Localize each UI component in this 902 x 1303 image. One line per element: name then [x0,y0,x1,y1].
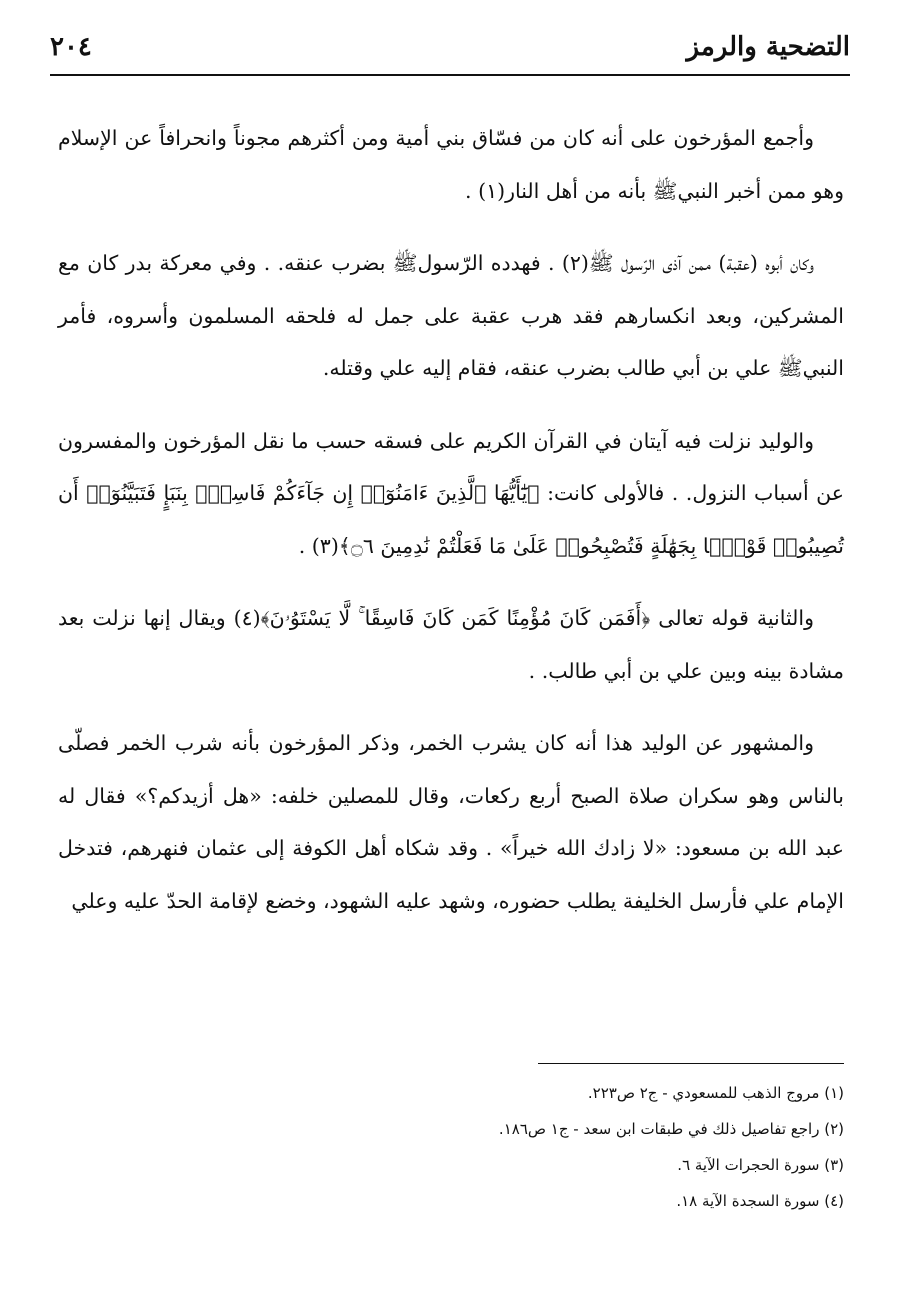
paragraph: وكان أبوه (عقبة) ممن آذى الرّسول ﷺ(٢) . فهدده الرّسولﷺ بضرب عنقه. . وفي معركة بدر كان مع المشركين، وبعد انكسارهم فقد هرب عقبة على جمل له فلحقه المسلمون وأسروه، فأمر النبيﷺ علي بن أبي طالب بضرب عنقه، فقام إليه علي وقتله. [58,251,844,380]
page-header [50,28,850,72]
paragraph: والوليد نزلت فيه آيتان في القرآن الكريم على فسقه حسب ما نقل المؤرخون والمفسرون عن أسباب النزول. . فالأولى كانت: ﴿يَٰٓأَيُّهَا ٱلَّذِينَ ءَامَنُوٓا۟ إِن جَآءَكُمْ فَاسِقٌۢ بِنَبَإٍ فَتَبَيَّنُوٓا۟ أَن تُصِيبُوا۟ قَوْمًۢا بِجَهَٰلَةٍ فَتُصْبِحُوا۟ عَلَىٰ مَا فَعَلْتُمْ نَٰدِمِينَ ۝٦﴾(٣) . [58,428,844,558]
footnote: (٢) راجع تفاصيل ذلك في طبقات ابن سعد - ج١ ص١٨٦. [498,1120,844,1138]
body-text [58,112,844,947]
paragraph: والثانية قوله تعالى ﴿أَفَمَن كَانَ مُؤْمِنًا كَمَن كَانَ فَاسِقًا ۚ لَّا يَسْتَوُۥنَ﴾(٤) ويقال إنها نزلت بعد مشادة بينه وبين علي بن أبي طالب. . [58,606,844,683]
paragraph: والمشهور عن الوليد هذا أنه كان يشرب الخمر، وذكر المؤرخون بأنه شرب الخمر فصلّى بالناس وهو سكران صلاة الصبح أربع ركعات، وقال للمصلين خلفه: «هل أزيدكم؟» فقال له عبد الله بن مسعود: «لا زادك الله خيراً» . وقد شكاه أهل الكوفة إلى عثمان فنهرهم، فتدخل الإمام علي فأرسل الخليفة يطلب حضوره، وشهد عليه الشهود، وخضع لإقامة الحدّ عليه وعلي [58,731,844,913]
running-title: التضحية والرمز [686,32,850,62]
footnote: (٣) سورة الحجرات الآية ٦. [677,1156,844,1174]
paragraph: وأجمع المؤرخون على أنه كان من فسّاق بني أمية ومن أكثرهم مجوناً وانحرافاً عن الإسلام وهو ممن أخبر النبيﷺ بأنه من أهل النار(١) . [58,126,844,203]
footnote: (٤) سورة السجدة الآية ١٨. [676,1192,844,1210]
header-rule [50,74,850,76]
page-number: ٢٠٤ [50,32,92,62]
footnote: (١) مروج الذهب للمسعودي - ج٢ ص٢٢٣. [587,1084,844,1102]
footnotes [58,1075,844,1219]
footnote-rule [538,1063,844,1064]
